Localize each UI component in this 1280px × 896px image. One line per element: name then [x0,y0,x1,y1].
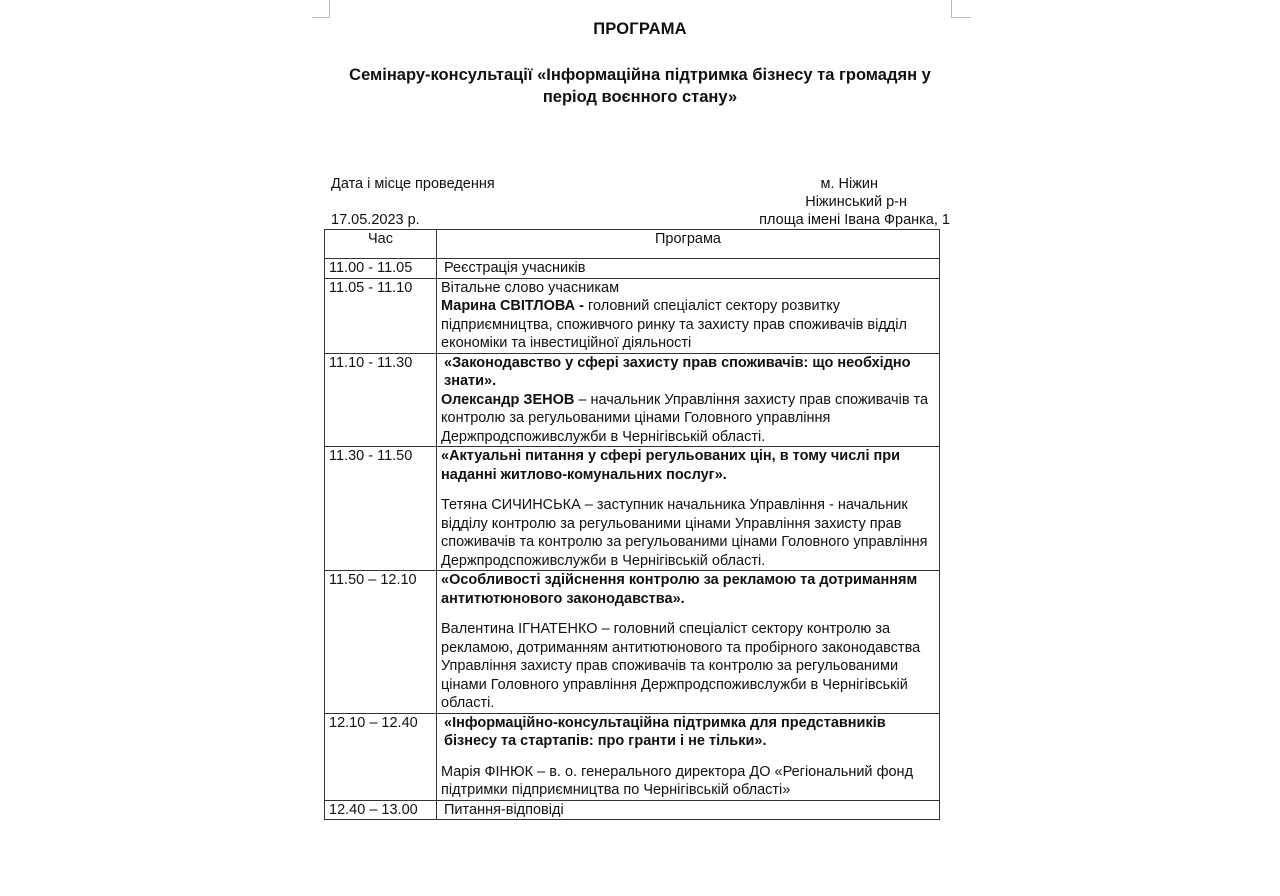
row-content [437,278,940,353]
header-time: Час [325,230,437,259]
row-title: Питання-відповіді [444,801,564,818]
row-content [437,800,940,820]
row-speaker-block [441,391,935,447]
speaker-role: – заступник начальника Управління - начальник відділу контролю за регульованими цінами Управління захисту прав споживачів та контролю за регульованими цінами Головного управління Держпродспоживслужби в Чернігівській області. [441,497,928,569]
document-title: ПРОГРАМА [593,20,687,38]
row-title: «Законодавство у сфері захисту прав споживачів: що необхідно знати». [444,354,911,389]
speaker-name: Валентина ІГНАТЕНКО [441,621,598,637]
speaker-role: – в. о. генерального директора ДО «Регіональний фонд підтримки підприємництва по Чернігівській області» [441,763,914,798]
row-title: «Інформаційно-консультаційна підтримка для представників бізнесу та стартапів: про гранти і не тільки». [444,714,886,749]
speaker-role: головний спеціаліст сектору розвитку підприємництва, споживчого ринку та захисту прав споживачів відділ економіки та інвестиційної діяльності [441,298,907,351]
event-date: 17.05.2023 р. [331,212,420,228]
table-row [325,259,940,279]
speaker-role: – головний спеціаліст сектору контролю за рекламою, дотриманням антитютюнового та пробірного законодавства Управління захисту прав споживачів та контролю за регульованими цінами Головного управління Держпродспоживслужби в Чернігівській області. [441,621,921,711]
speaker-name: Марія ФІНЮК [441,763,534,780]
row-time: 11.30 - 11.50 [325,447,437,571]
speaker-name: Олександр ЗЕНОВ [441,391,575,408]
speaker-name: Марина СВІТЛОВА - [441,298,584,314]
row-speaker-block [441,496,935,570]
row-time: 12.40 – 13.00 [325,800,437,820]
table-header-row [325,230,940,259]
table-row [325,447,940,571]
document-subtitle [300,64,980,108]
header-program: Програма [437,230,940,259]
place-district: Ніжинський р-н [805,194,907,210]
row-speaker-block [441,763,935,800]
subtitle-line: період воєнного стану» [542,88,738,106]
row-speaker-block [441,297,935,353]
speaker-role: – начальник Управління захисту прав споживачів та контролю за регульованими цінами Головного управління Держпродспоживслужби в Чернігівській області. [441,391,929,445]
page-corner-mark [312,0,330,18]
table-row [325,713,940,800]
row-speaker-block [441,620,935,713]
row-time: 11.00 - 11.05 [325,259,437,279]
row-content [437,259,940,279]
row-title: Вітальне слово учасникам [441,279,620,296]
place-city: м. Ніжин [820,176,878,192]
row-time: 11.10 - 11.30 [325,353,437,447]
table-row [325,800,940,820]
table-row [325,571,940,714]
speaker-name: Тетяна СИЧИНСЬКА [441,497,581,513]
page-corner-mark [951,0,971,18]
row-content [437,571,940,714]
row-content [437,353,940,447]
subtitle-line: Семінару-консультації «Інформаційна підтримка бізнесу та громадян у [349,66,931,84]
place-address: площа імені Івана Франка, 1 [759,212,950,228]
row-title: «Особливості здійснення контролю за рекламою та дотриманням антитютюнового законодавства». [441,572,918,607]
row-time: 11.05 - 11.10 [325,278,437,353]
table-row [325,353,940,447]
table-row [325,278,940,353]
row-time: 11.50 – 12.10 [325,571,437,714]
date-place-label: Дата і місце проведення [331,176,495,192]
event-place [759,175,950,229]
row-content [437,447,940,571]
row-title: «Актуальні питання у сфері регульованих цін, в тому числі при наданні житлово-комунальних послуг». [441,448,901,483]
program-table [324,229,940,820]
row-content [437,713,940,800]
row-title: Реєстрація учасників [444,260,586,276]
row-time: 12.10 – 12.40 [325,713,437,800]
